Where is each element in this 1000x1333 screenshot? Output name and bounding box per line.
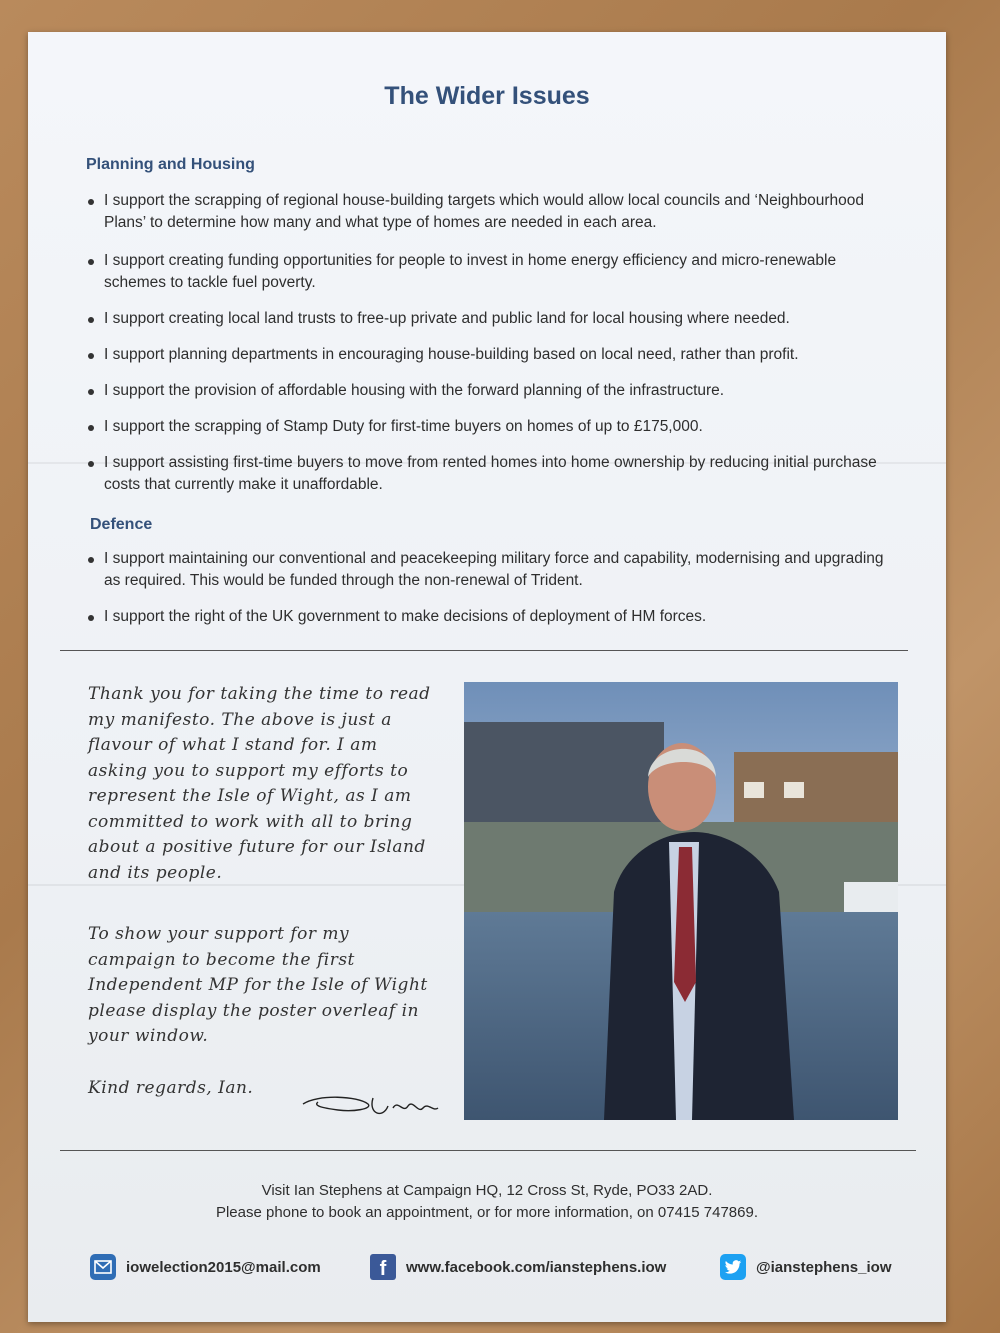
divider	[60, 650, 908, 651]
mail-icon	[90, 1254, 116, 1280]
twitter-handle[interactable]: @ianstephens_iow	[756, 1258, 892, 1276]
email-link[interactable]: iowelection2015@mail.com	[126, 1258, 321, 1276]
bullet-icon	[88, 199, 94, 205]
bullet-icon	[88, 353, 94, 359]
list-item: I support planning departments in encouraging house-building based on local need, rather than profit.	[88, 344, 894, 366]
list-item: I support the right of the UK government to make decisions of deployment of HM forces.	[88, 606, 894, 628]
list-item: I support creating funding opportunities for people to invest in home energy efficiency and micro-renewable schemes to tackle fuel poverty.	[88, 250, 894, 294]
bullet-icon	[88, 317, 94, 323]
facebook-icon: f	[370, 1254, 396, 1280]
section-heading-defence: Defence	[90, 516, 153, 533]
bullet-icon	[88, 425, 94, 431]
campaign-phone: Please phone to book an appointment, or for more information, on 07415 747869.	[215, 1204, 759, 1221]
list-item: I support the scrapping of regional house-building targets which would allow local councils and ‘Neighbourhood Plans’ to determine how many and what type of homes are needed in each area.	[88, 190, 894, 234]
facebook-contact[interactable]	[370, 1254, 666, 1280]
letter-paragraph: Thank you for taking the time to read my manifesto. The above is just a flavour of what I stand for. I am asking you to support my efforts to represent the Isle of Wight, as I am committed to work with all to bring about a positive future for our Island and its people.	[88, 684, 431, 883]
facebook-link[interactable]: www.facebook.com/ianstephens.iow	[406, 1258, 667, 1276]
bullet-icon	[88, 389, 94, 395]
page-title: The Wider Issues	[384, 82, 590, 110]
list-item: I support assisting first-time buyers to move from rented homes into home ownership by reducing initial purchase costs that currently make it unaffordable.	[88, 452, 894, 496]
email-contact[interactable]	[90, 1254, 321, 1280]
list-item: I support creating local land trusts to free-up private and public land for local housing where needed.	[88, 308, 894, 330]
candidate-photo	[464, 682, 898, 1120]
manifesto-page	[28, 32, 946, 1322]
divider	[60, 1150, 916, 1151]
bullet-icon	[88, 259, 94, 265]
list-item: I support maintaining our conventional and peacekeeping military force and capability, modernising and upgrading as required. This would be funded through the non-renewal of Trident.	[88, 548, 894, 592]
signature-graphic	[298, 1084, 448, 1124]
twitter-contact[interactable]	[720, 1254, 892, 1280]
section-heading-planning: Planning and Housing	[86, 156, 255, 173]
campaign-address: Visit Ian Stephens at Campaign HQ, 12 Cross St, Ryde, PO33 2AD.	[261, 1182, 713, 1199]
bullet-icon	[88, 615, 94, 621]
bullet-icon	[88, 557, 94, 563]
letter-signoff: Kind regards, Ian.	[88, 1078, 254, 1098]
twitter-icon	[720, 1254, 746, 1280]
list-item: I support the scrapping of Stamp Duty for first-time buyers on homes of up to £175,000.	[88, 416, 894, 438]
list-item: I support the provision of affordable housing with the forward planning of the infrastructure.	[88, 380, 894, 402]
letter-paragraph: To show your support for my campaign to become the first Independent MP for the Isle of Wight please display the poster overleaf in your window.	[88, 924, 428, 1046]
bullet-icon	[88, 461, 94, 467]
